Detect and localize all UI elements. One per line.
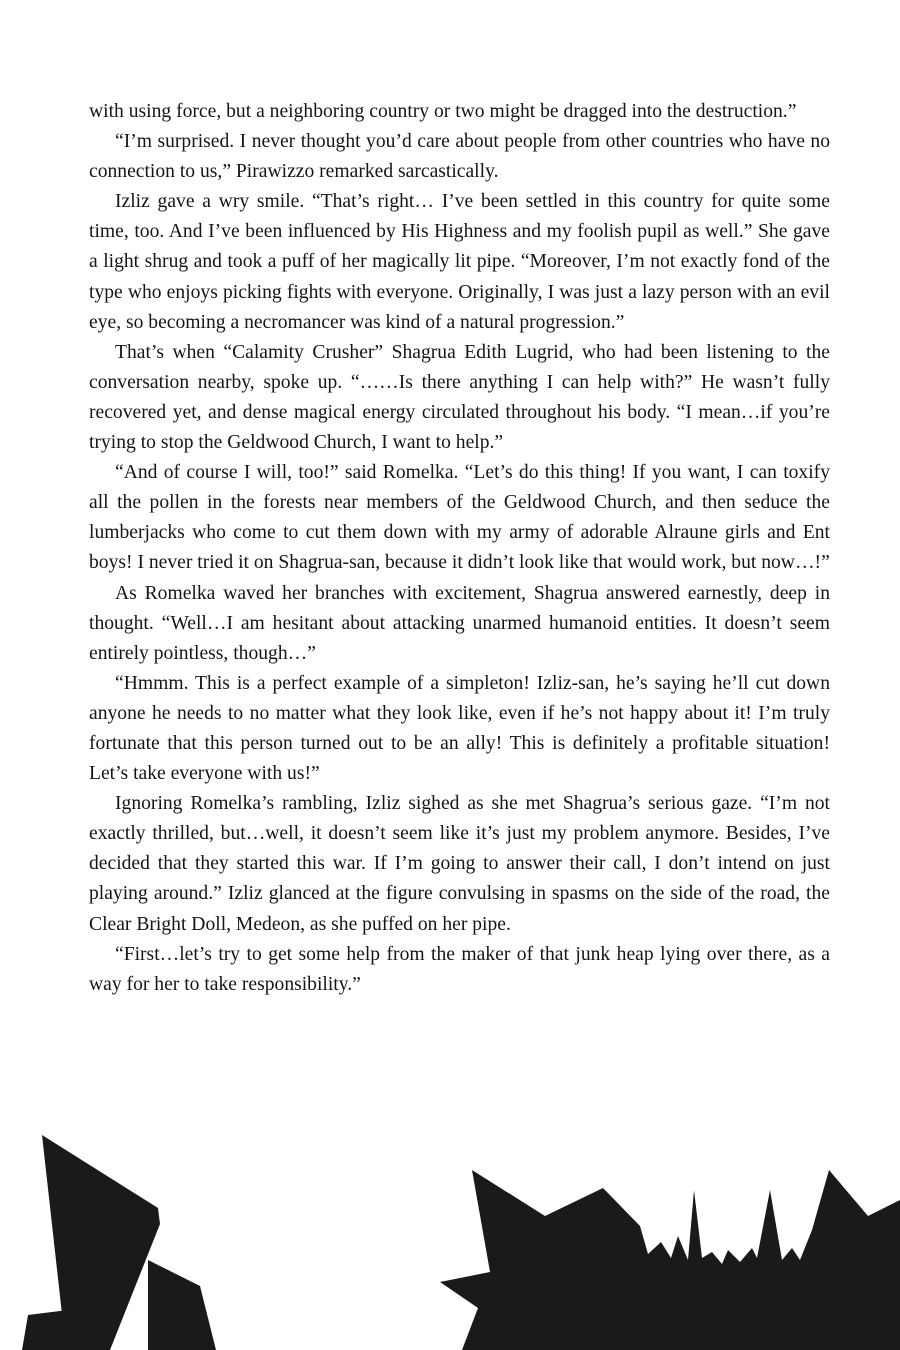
paragraph: with using force, but a neighboring country or two might be dragged into the destruction.” xyxy=(89,101,797,122)
paragraph: “Hmmm. This is a perfect example of a simpleton! Izliz-san, he’s saying he’ll cut down anyone he needs to no matter what they look like, even if he’s not happy about it! I’m truly fortunate that this person turned out to be an ally! This is definitely a profitable situation! Let’s take everyone with us!” xyxy=(89,672,830,785)
shard-small-left xyxy=(22,1308,88,1350)
paragraph: As Romelka waved her branches with excitement, Shagrua answered earnestly, deep in thought. “Well…I am hesitant about attacking unarmed humanoid entities. It doesn’t seem entirely pointless, though…” xyxy=(89,582,830,664)
rubble-star-right xyxy=(440,1170,900,1350)
bottom-rubble-silhouette xyxy=(0,1130,900,1350)
paragraph: That’s when “Calamity Crusher” Shagrua Edith Lugrid, who had been listening to the conversation nearby, spoke up. “……Is there anything I can help with?” He wasn’t fully recovered yet, and dense magical energy circulated throughout his body. “I mean…if you’re trying to stop the Geldwood Church, I want to help.” xyxy=(89,341,830,454)
paragraph: Izliz gave a wry smile. “That’s right… I’ve been settled in this country for quite some time, too. And I’ve been influenced by His Highness and my foolish pupil as well.” She gave a light shrug and took a puff of her magically lit pipe. “Moreover, I’m not exactly fond of the type who enjoys picking fights with everyone. Originally, I was just a lazy person with an evil eye, so becoming a necromancer was kind of a natural progression.” xyxy=(89,191,830,333)
paragraph: Ignoring Romelka’s rambling, Izliz sighed as she met Shagrua’s serious gaze. “I’m not exactly thrilled, but…well, it doesn’t seem like it’s just my problem anymore. Besides, I’ve decided that they started this war. If I’m going to answer their call, I don’t intend on just playing around.” Izliz glanced at the figure convulsing in spasms on the side of the road, the Clear Bright Doll, Medeon, as she puffed on her pipe. xyxy=(89,793,830,935)
shard-mid-left xyxy=(148,1260,216,1350)
paragraph: “I’m surprised. I never thought you’d care about people from other countries who have no connection to us,” Pirawizzo remarked sarcastically. xyxy=(89,131,830,183)
body-text-column xyxy=(89,97,830,1000)
shard-tall-left xyxy=(42,1135,160,1350)
paragraph: “First…let’s try to get some help from the maker of that junk heap lying over there, as a way for her to take responsibility.” xyxy=(89,943,830,995)
paragraph: “And of course I will, too!” said Romelka. “Let’s do this thing! If you want, I can toxify all the pollen in the forests near members of the Geldwood Church, and then seduce the lumberjacks who come to cut them down with my army of adorable Alraune girls and Ent boys! I never tried it on Shagrua-san, because it didn’t look like that would work, but now…!” xyxy=(89,462,830,574)
